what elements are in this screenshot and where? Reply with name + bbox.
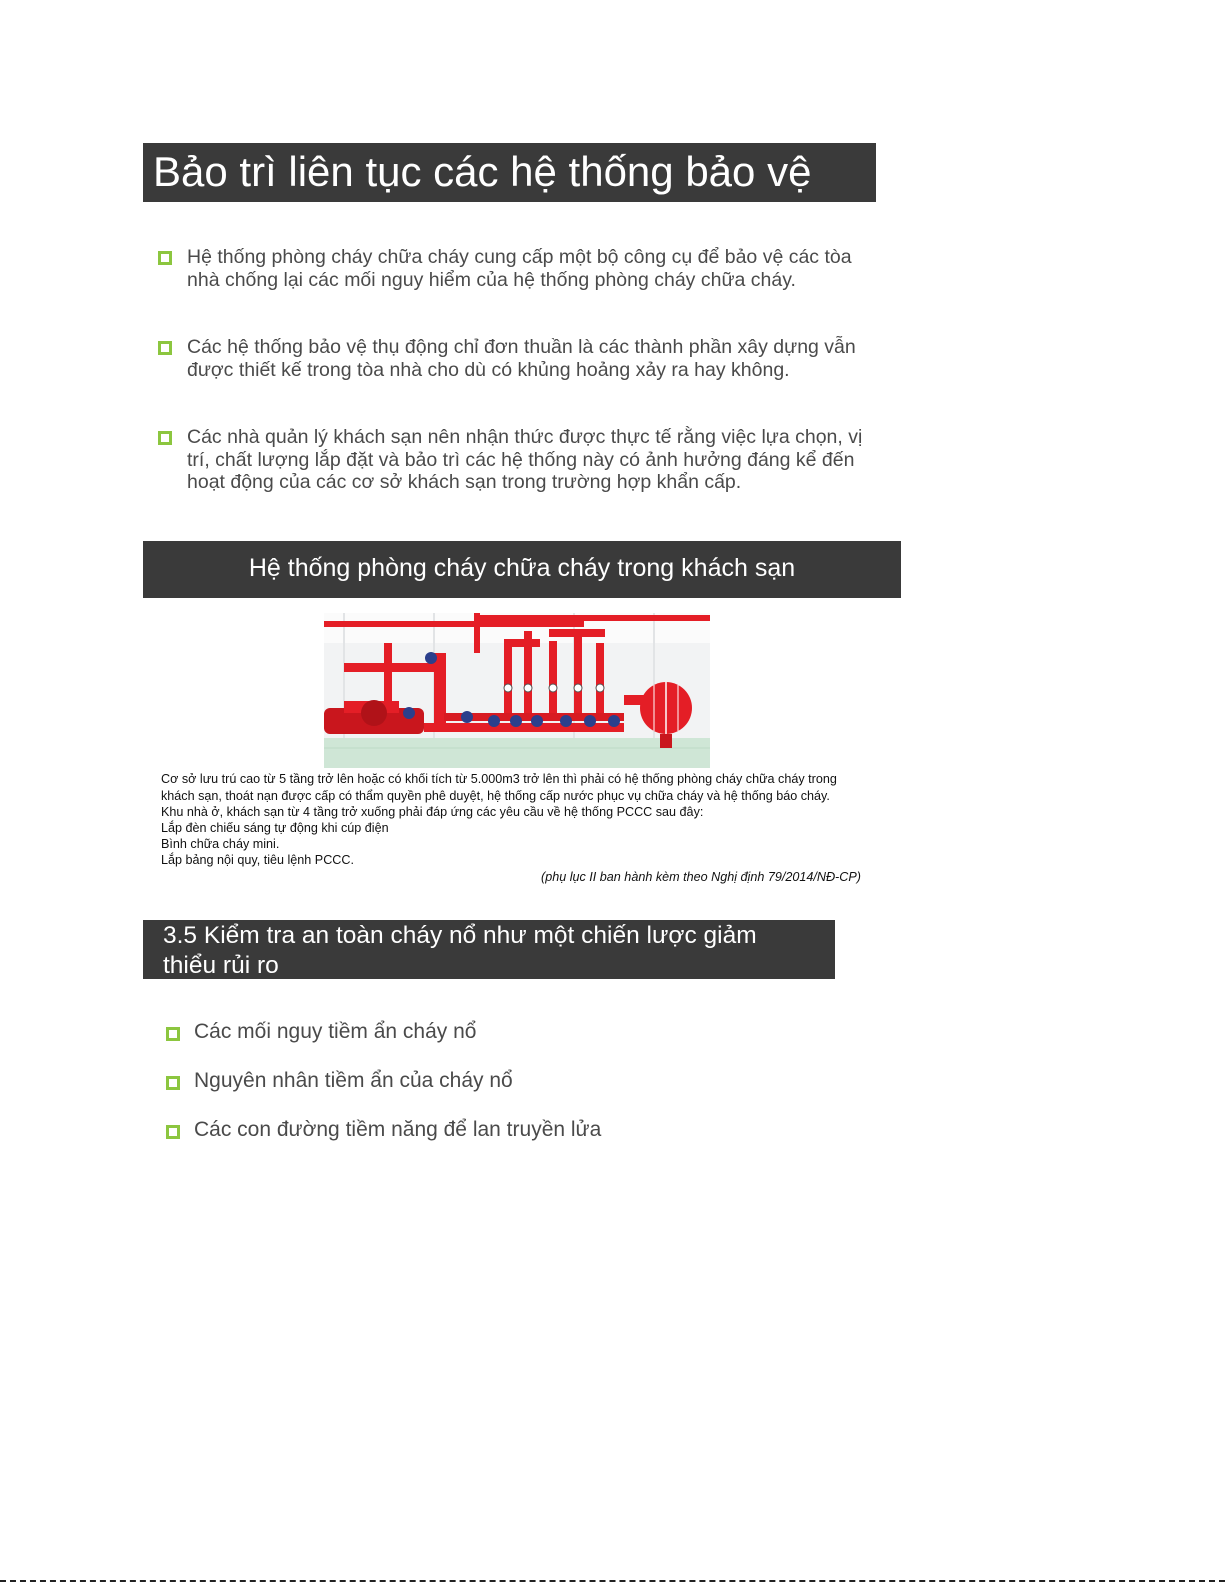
section3-bullet-3: Các con đường tiềm năng để lan truyền lửa bbox=[194, 1118, 602, 1141]
bullet-square-icon bbox=[166, 1027, 180, 1041]
bullet-square-icon bbox=[158, 431, 172, 445]
section2-line-3: Khu nhà ở, khách sạn từ 4 tầng trở xuống phải đáp ứng các yêu cầu về hệ thống PCCC sau đây: bbox=[161, 805, 704, 819]
bullet-square-icon bbox=[158, 251, 172, 265]
bullet-square-icon bbox=[166, 1125, 180, 1139]
section2-line-5: Bình chữa cháy mini. bbox=[161, 837, 280, 851]
section2-line-2: khách sạn, thoát nạn được cấp có thẩm quyền phê duyệt, hệ thống cấp nước phục vụ chữa cháy và hệ thống báo cháy. bbox=[161, 789, 830, 803]
section2-citation: (phụ lục II ban hành kèm theo Nghị định 79/2014/NĐ-CP) bbox=[541, 870, 861, 884]
page-break-line bbox=[0, 1580, 1225, 1582]
section1-bullet-2: Các hệ thống bảo vệ thụ động chỉ đơn thuần là các thành phần xây dựng vẫn được thiết kế trong tòa nhà cho dù có khủng hoảng xảy ra hay không. bbox=[187, 336, 856, 381]
section2-line-1: Cơ sở lưu trú cao từ 5 tầng trở lên hoặc có khối tích từ 5.000m3 trở lên thì phải có hệ thống phòng cháy chữa cháy trong bbox=[161, 772, 837, 786]
section3-bullet-1: Các mối nguy tiềm ẩn cháy nổ bbox=[194, 1020, 477, 1043]
bullet-square-icon bbox=[158, 341, 172, 355]
section2-line-6: Lắp bảng nội quy, tiêu lệnh PCCC. bbox=[161, 853, 354, 867]
section2-line-4: Lắp đèn chiếu sáng tự động khi cúp điện bbox=[161, 821, 389, 835]
section3-title-line-1: 3.5 Kiểm tra an toàn cháy nổ như một chiến lược giảm bbox=[163, 922, 757, 949]
bullet-square-icon bbox=[166, 1076, 180, 1090]
section3-title-line-2: thiểu rủi ro bbox=[163, 952, 279, 979]
section1-title-bar bbox=[143, 143, 876, 202]
section3-title-bar bbox=[143, 920, 835, 979]
section2-title-bar bbox=[143, 541, 901, 598]
section1-bullet-1: Hệ thống phòng cháy chữa cháy cung cấp một bộ công cụ để bảo vệ các tòa nhà chống lại các mối nguy hiểm của hệ thống phòng cháy chữa cháy. bbox=[187, 246, 852, 291]
section2-title: Hệ thống phòng cháy chữa cháy trong khách sạn bbox=[248, 554, 796, 582]
section3-bullet-2: Nguyên nhân tiềm ẩn của cháy nổ bbox=[194, 1069, 513, 1092]
section1-title: Bảo trì liên tục các hệ thống bảo vệ bbox=[153, 148, 812, 195]
section1-bullet-3: Các nhà quản lý khách sạn nên nhận thức được thực tế rằng việc lựa chọn, vị trí, chất lượng lắp đặt và bảo trì các hệ thống này có ảnh hưởng đáng kể đến hoạt động của các cơ sở khách sạn trong trường hợp khẩn cấp. bbox=[187, 426, 863, 493]
fire-pump-room-photo bbox=[324, 613, 710, 768]
